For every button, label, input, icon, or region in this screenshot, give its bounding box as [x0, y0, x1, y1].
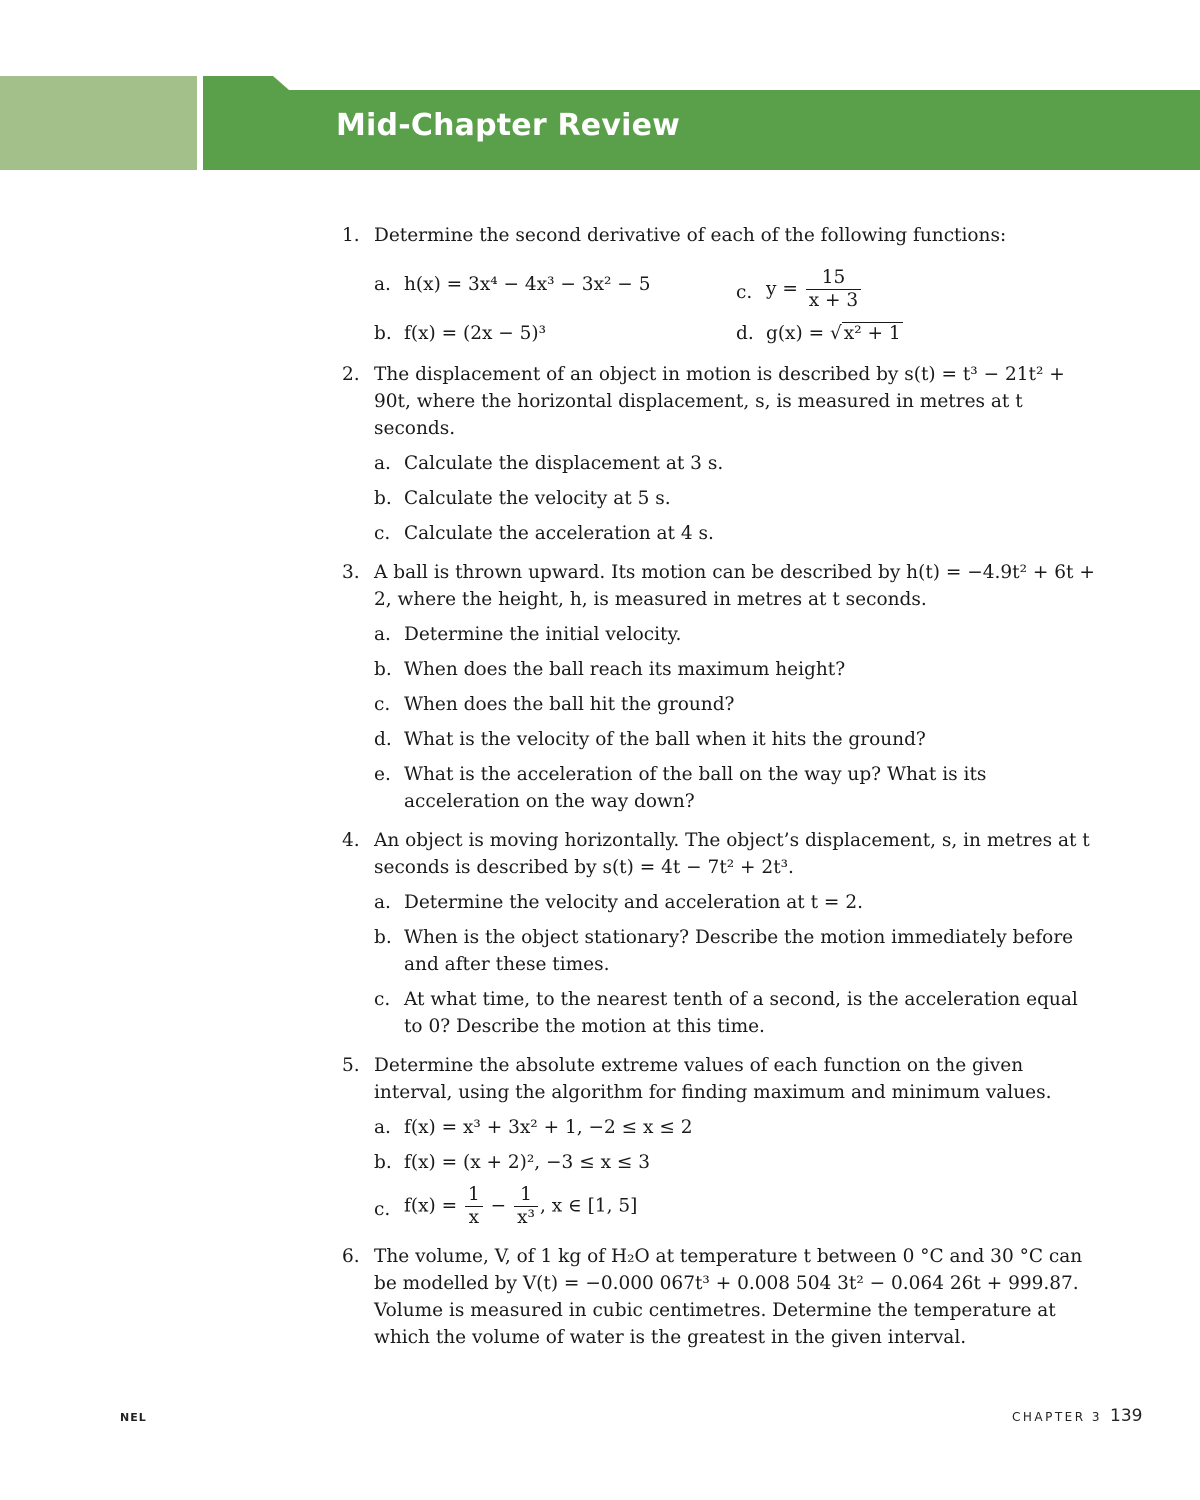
part-a: a. h(x) = 3x⁴ − 4x³ − 3x² − 5 [374, 274, 651, 295]
question-number: 1. [342, 225, 360, 246]
part-a: a. Calculate the displacement at 3 s. [374, 453, 724, 474]
part-b: b. f(x) = (2x − 5)³ [374, 323, 547, 344]
question-2 [342, 361, 1102, 547]
question-number: 3. [342, 562, 360, 583]
question-4 [342, 827, 1102, 1040]
part-d: d. What is the velocity of the ball when it hits the ground? [374, 729, 926, 750]
question-text: A ball is thrown upward. Its motion can be described by h(t) = −4.9t² + 6t + 2, where the height, h, is measured in metres at t seconds. [374, 562, 1095, 610]
fraction: $\frac{15}{x + 3}$ [806, 267, 861, 312]
part-b: b. When is the object stationary? Describe the motion immediately before and after these times. [374, 927, 1074, 975]
part-c: c. When does the ball hit the ground? [374, 694, 735, 715]
part-d: d. g(x) = √ x² + 1 [736, 323, 901, 344]
radicand: x² + 1 [843, 323, 901, 344]
review-content [342, 222, 1102, 1361]
question-text: Determine the absolute extreme values of each function on the given interval, using the algorithm for finding maximum and minimum values. [374, 1055, 1052, 1103]
part-a: a. Determine the velocity and acceleration at t = 2. [374, 892, 863, 913]
question-number: 2. [342, 364, 360, 385]
part-c: c. At what time, to the nearest tenth of a second, is the acceleration equal to 0? Describe the motion at this time. [374, 989, 1078, 1037]
question-text: The volume, V, of 1 kg of H₂O at temperature t between 0 °C and 30 °C can be modelled by V(t) = −0.000 067t³ + 0.008 504 3t² − 0.064 26t + 999.87. Volume is measured in cubic centimetres. Determine the temperature at which the volume of water is the greatest in the given interval. [374, 1246, 1083, 1348]
part-c: c. Calculate the acceleration at 4 s. [374, 523, 714, 544]
question-text: An object is moving horizontally. The object’s displacement, s, in metres at t seconds is described by s(t) = 4t − 7t² + 2t³. [374, 830, 1090, 878]
part-a: a. f(x) = x³ + 3x² + 1, −2 ≤ x ≤ 2 [374, 1117, 693, 1138]
part-e: e. What is the acceleration of the ball on the way up? What is its acceleration on the way down? [374, 764, 987, 812]
question-text: The displacement of an object in motion is described by s(t) = t³ − 21t² + 90t, where the horizontal displacement, s, is measured in metres at t seconds. [374, 364, 1065, 439]
question-number: 4. [342, 830, 360, 851]
question-text: Determine the second derivative of each of the following functions: [374, 225, 1007, 246]
question-3 [342, 559, 1102, 815]
question-5 [342, 1052, 1102, 1229]
question-number: 6. [342, 1246, 360, 1267]
question-6 [342, 1243, 1102, 1351]
publisher-mark: NEL [120, 1411, 147, 1424]
header-side-block [0, 76, 197, 170]
expression: h(x) = 3x⁴ − 4x³ − 3x² − 5 [404, 274, 651, 295]
part-a: a. Determine the initial velocity. [374, 624, 682, 645]
chapter-label: CHAPTER 3 [1012, 1410, 1103, 1424]
fraction: $\frac{1}{x}$ [465, 1184, 483, 1229]
part-c: c. f(x) = $\frac{1}{x}$ − $\frac{1}{\text{x³}}$ , x ∈ [1, 5] [374, 1184, 638, 1228]
part-b: b. When does the ball reach its maximum height? [374, 659, 846, 680]
page-number: 139 [1110, 1406, 1143, 1426]
page-title: Mid-Chapter Review [336, 108, 681, 143]
question-1 [342, 222, 1102, 347]
question-number: 5. [342, 1055, 360, 1076]
fraction: $\frac{1}{\text{x³}}$ [514, 1184, 538, 1229]
expression: f(x) = (2x − 5)³ [404, 323, 547, 344]
part-b: b. Calculate the velocity at 5 s. [374, 488, 671, 509]
part-b: b. f(x) = (x + 2)², −3 ≤ x ≤ 3 [374, 1152, 651, 1173]
part-c: c. y = $\frac{15}{x + 3}$ [736, 267, 1098, 312]
